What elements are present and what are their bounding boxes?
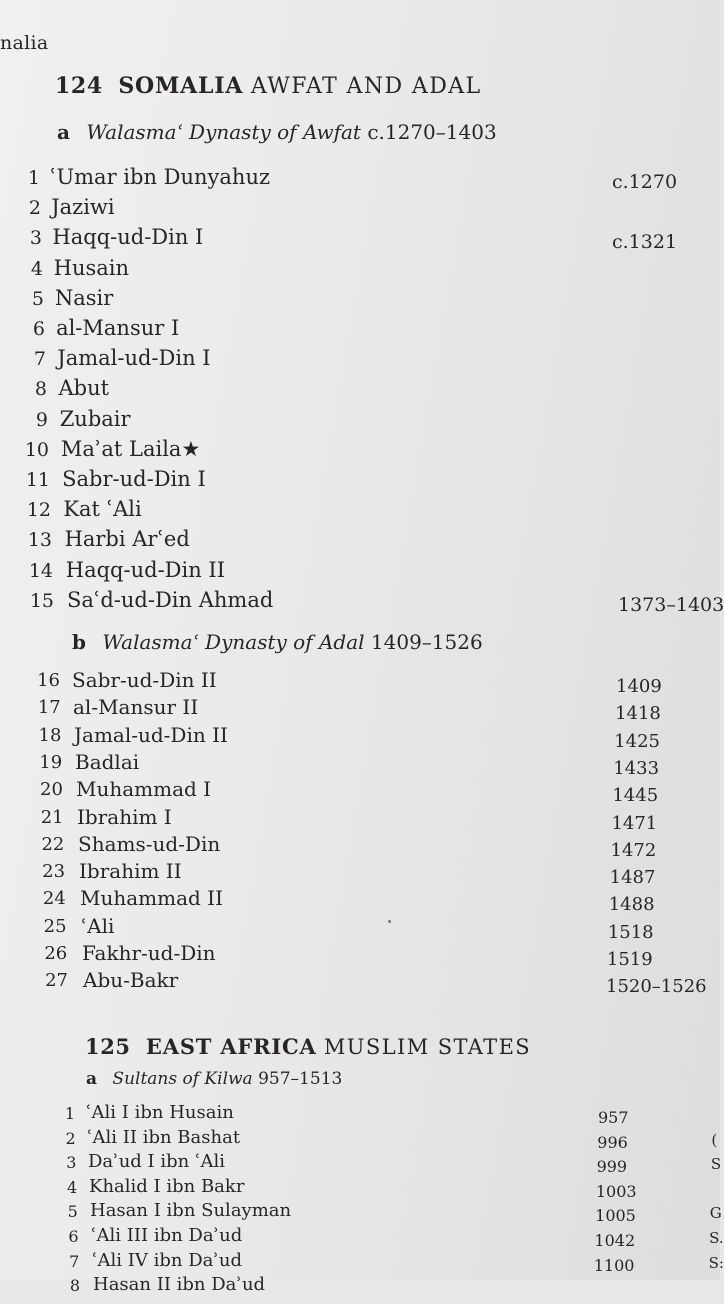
ruler-date: 1471 [611,812,658,834]
ruler-date: 999 [596,1157,628,1177]
ruler-name: Husain [53,255,130,280]
ruler-date: 1519 [606,949,653,970]
ruler-number: 2 [28,197,41,220]
ruler-number: 24 [42,888,66,910]
ruler-number: 18 [38,724,62,746]
page-speck [388,920,391,923]
ruler-date: 1488 [608,894,655,916]
section-title [85,1034,531,1059]
ruler-number: 19 [39,751,63,773]
section-number: 125 [85,1034,131,1059]
ruler-date: 957 [598,1108,629,1127]
ruler-name: Abut [58,376,110,401]
ruler-note: S [710,1155,722,1174]
ruler-name: Hasan II ibn Daʾud [93,1274,266,1296]
ruler-name: Sabr-ud-Din I [62,467,206,491]
ruler-date: 1433 [613,757,660,779]
subsection-title [86,1069,342,1089]
ruler-number: 23 [42,861,66,883]
section-title [55,73,482,99]
ruler-name: Jamal-ud-Din II [74,722,228,747]
ruler-name: Sabr-ud-Din II [72,668,217,692]
subsection-title [72,630,483,654]
ruler-date: 1520–1526 [606,976,707,998]
subsection-dynasty: Walasmaʿ Dynasty of Adal [102,630,365,654]
ruler-name: ʿUmar ibn Dunyahuz [50,165,271,189]
ruler-date: 996 [597,1132,628,1152]
ruler-number: 3 [29,227,42,250]
ruler-number: 26 [44,943,68,964]
section-country: SOMALIA [118,73,244,99]
ruler-number: 3 [66,1153,77,1173]
ruler-name: Haqq-ud-Din II [65,557,226,582]
ruler-name: Kat ʿAli [63,497,142,522]
ruler-date: 1373–1403 [618,593,724,616]
ruler-number: 11 [25,469,50,491]
ruler-name: Hasan I ibn Sulayman [90,1200,292,1222]
running-head: nalia [0,32,49,54]
ruler-date: 1409 [616,676,662,697]
ruler-date: 1418 [615,703,661,725]
ruler-name: Nasir [54,285,114,310]
ruler-date: c.1321 [612,231,678,254]
ruler-name: Shams-ud-Din [78,831,221,856]
ruler-name: Maʾat Laila★ [60,436,201,461]
ruler-date: 1425 [614,730,660,752]
ruler-number: 20 [40,779,63,801]
ruler-name: ʿAli III ibn Daʾud [91,1225,243,1246]
ruler-name: ʿAli IV ibn Daʾud [92,1249,242,1271]
ruler-number: 15 [29,589,54,612]
ruler-name: Jaziwi [51,195,115,220]
subsection-range: c.1270–1403 [367,120,497,144]
ruler-number: 6 [68,1227,79,1246]
ruler-number: 7 [33,348,46,371]
subsection-range: 957–1513 [258,1069,343,1089]
ruler-number: 5 [67,1202,78,1222]
ruler-number: 6 [32,318,45,340]
ruler-number: 5 [31,287,44,310]
ruler-number: 4 [30,257,43,280]
subsection-letter: a [57,120,70,144]
ruler-date: c.1270 [612,171,678,193]
section-title-rest: MUSLIM STATES [323,1035,532,1059]
ruler-note: ( [711,1130,718,1149]
ruler-number: 22 [41,833,65,855]
ruler-number: 2 [65,1128,76,1148]
ruler-name: ʿAli [81,913,115,938]
ruler-name: al-Mansur I [56,316,180,340]
ruler-date: 1003 [595,1181,637,1201]
ruler-number: 1 [64,1104,75,1123]
ruler-note: G [709,1204,722,1223]
ruler-name: Abu-Bakr [83,968,179,993]
ruler-number: 25 [43,915,67,937]
ruler-date: 1042 [594,1231,636,1250]
ruler-number: 7 [69,1251,80,1271]
ruler-name: Khalid I ibn Bakr [89,1175,245,1197]
ruler-date: 1487 [609,867,656,889]
ruler-name: ʿAli II ibn Bashat [87,1126,241,1148]
ruler-number: 8 [69,1276,80,1296]
ruler-name: Jamal-ud-Din I [57,346,211,371]
ruler-number: 10 [24,438,49,461]
ruler-date: 1518 [607,921,654,943]
ruler-number: 9 [35,408,48,431]
section-number: 124 [55,73,103,99]
ruler-date: 1445 [612,785,659,807]
ruler-note: S: [708,1253,724,1272]
subsection-range: 1409–1526 [370,630,483,654]
ruler-name: Badlai [75,749,140,774]
ruler-name: Zubair [59,406,131,431]
ruler-number: 27 [45,970,68,992]
subsection-dynasty: Walasmaʿ Dynasty of Awfat [86,120,361,144]
ruler-name: Muhammad I [76,777,212,802]
ruler-date: 1005 [595,1206,636,1226]
ruler-name: Muhammad II [80,886,223,911]
subsection-title [57,120,497,144]
subsection-dynasty: Sultans of Kilwa [112,1069,253,1089]
ruler-name: Saʿd-ud-Din Ahmad [67,587,274,612]
ruler-name: Harbi Arʿed [64,527,190,552]
ruler-name: Haqq-ud-Din I [52,225,204,250]
ruler-name: al-Mansur II [73,695,199,720]
ruler-name: ʿAli I ibn Husain [86,1102,234,1123]
ruler-number: 17 [37,697,61,719]
ruler-number: 21 [40,806,64,828]
ruler-date: 1100 [593,1255,635,1275]
ruler-number: 13 [27,529,52,552]
ruler-number: 14 [28,559,53,582]
section-title-rest: AWFAT AND ADAL [250,74,482,99]
subsection-letter: a [86,1069,98,1089]
ruler-number: 8 [34,378,47,401]
ruler-number: 1 [27,167,40,189]
ruler-number: 4 [66,1177,78,1197]
subsection-letter: b [72,630,86,654]
ruler-number: 12 [26,499,51,522]
ruler-date: 1472 [610,839,657,861]
ruler-name: Fakhr-ud-Din [82,941,216,965]
ruler-number: 16 [37,670,60,691]
ruler-name: Daʾud I ibn ʿAli [88,1151,225,1173]
section-country: EAST AFRICA [145,1034,317,1059]
ruler-name: Ibrahim I [77,804,172,829]
ruler-name: Ibrahim II [79,859,182,884]
ruler-note: S. [709,1229,724,1247]
